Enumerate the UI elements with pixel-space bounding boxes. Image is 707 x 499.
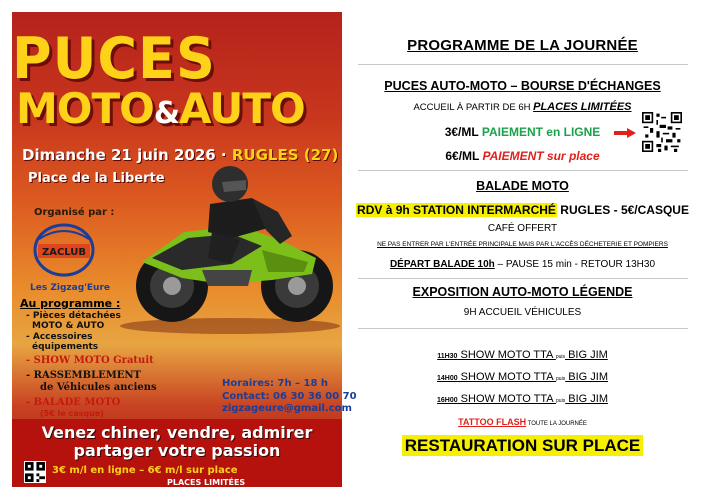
show-time: 16H00 (436, 397, 458, 404)
poster-contact: Contact: 06 30 36 00 70 (222, 390, 357, 402)
poster-places-limited: PLACES LIMITÉES (167, 478, 246, 487)
poster-prog-item: - SHOW MOTO Gratuit (26, 355, 154, 366)
price-online: 3€/ML (444, 125, 482, 139)
show-label: SHOW MOTO TTA (457, 393, 557, 405)
poster-title-auto: AUTO (179, 84, 305, 133)
logo-text: ZACLUB (41, 247, 87, 258)
price-onsite: 6€/ML (445, 149, 483, 163)
poster-prog-item: MOTO & AUTO (32, 321, 105, 331)
divider (358, 278, 688, 279)
puces-heading: PUCES AUTO-MOTO – BOURSE D'ÉCHANGES (384, 79, 661, 93)
show-guest: BIG JIM (565, 349, 608, 361)
arrow-right-icon (614, 128, 636, 138)
poster-title-amp: & (153, 96, 180, 131)
show-label: SHOW MOTO TTA (457, 349, 556, 361)
poster-prog-item: - RASSEMBLEMENT (26, 370, 141, 381)
show-par: puis (555, 354, 566, 360)
price-onsite-line (350, 150, 695, 162)
balade-depart-time: DÉPART BALADE 10h (389, 259, 495, 270)
poster-email: zigzageure@gmail.com (222, 403, 352, 414)
show-par: puis (556, 398, 566, 404)
show-time: 11H30 (437, 353, 458, 360)
poster-logo-name: Les Zigzag'Eure (30, 283, 110, 293)
show-label: SHOW MOTO TTA (457, 371, 557, 383)
divider (358, 328, 688, 329)
expo-heading: EXPOSITION AUTO-MOTO LÉGENDE (412, 285, 633, 299)
show-guest: BIG JIM (565, 371, 608, 383)
balade-rdv (350, 204, 695, 216)
show-item (350, 394, 695, 405)
poster-organised-by: Organisé par : (34, 207, 115, 218)
qr-code-icon[interactable] (642, 112, 682, 152)
puces-accueil-text: ACCUEIL À PARTIR DE 6H (413, 102, 534, 113)
poster-qr-code-icon (24, 461, 46, 483)
poster-prog-item: - Accessoires (26, 332, 93, 342)
pay-onsite-label: PAIEMENT sur place (482, 149, 600, 163)
poster-town: RUGLES (27) (231, 146, 339, 164)
balade-rdv-highlight: RDV à 9h STATION INTERMARCHÉ (357, 203, 556, 217)
poster-prog-item: - Pièces détachées (26, 311, 121, 321)
poster-slogan-line-2: partager votre passion (73, 441, 281, 460)
tattoo-line (350, 418, 695, 427)
show-item (350, 372, 695, 383)
balade-access-note: NE PAS ENTRER PAR L'ENTRÉE PRINCIPALE MAIS PAR L'ACCÈS DÉCHETERIE ET POMPIERS (377, 241, 668, 248)
balade-cafe: CAFÉ OFFERT (487, 223, 558, 234)
divider (358, 170, 688, 171)
pay-online-label: PAIEMENT en LIGNE (481, 125, 601, 139)
puces-places-limited: PLACES LIMITÉES (533, 101, 632, 113)
poster-prog-item: équipements (32, 342, 99, 352)
tattoo-rest: TOUTE LA JOURNÉE (526, 421, 587, 427)
show-item (350, 350, 695, 361)
poster-prog-item: (5€ le casque) (40, 409, 104, 418)
poster-title-moto: MOTO (16, 84, 154, 133)
balade-heading: BALADE MOTO (476, 179, 569, 193)
poster-prog-item: de Véhicules anciens (40, 382, 157, 393)
motorcycle-illustration (112, 154, 342, 334)
poster-title-moto-auto (16, 84, 305, 133)
balade-depart-rest: – PAUSE 15 min - RETOUR 13H30 (494, 259, 656, 270)
tattoo-flash: TATTOO FLASH (458, 417, 527, 427)
poster-title-puces: PUCES (12, 25, 216, 92)
balade-rdv-rest: RUGLES - 5€/CASQUE (556, 203, 689, 217)
poster-slogan-line-1: Venez chiner, vendre, admirer (41, 423, 313, 442)
programme-panel (350, 0, 695, 499)
poster-prog-item: - BALADE MOTO (26, 397, 121, 408)
poster-programme-title: Au programme : (20, 297, 121, 310)
poster-price-line: 3€ m/l en ligne – 6€ m/l sur place (52, 465, 238, 476)
restauration-label: RESTAURATION SUR PLACE (402, 435, 644, 456)
divider (358, 64, 688, 65)
poster-place: Place de la Liberte (28, 171, 165, 186)
balade-depart (350, 260, 695, 270)
restauration-line (350, 437, 695, 456)
show-guest: BIG JIM (565, 393, 608, 405)
programme-title: PROGRAMME DE LA JOURNÉE (407, 37, 638, 54)
poster-hours: Horaires: 7h – 18 h (222, 378, 329, 389)
zigzageure-logo (30, 219, 98, 279)
show-time: 14H00 (436, 375, 458, 382)
expo-accueil: 9H ACCUEIL VÉHICULES (463, 307, 582, 318)
event-poster (12, 12, 357, 487)
show-par: puis (556, 376, 566, 382)
poster-hours-contact (222, 378, 357, 416)
poster-date-text: Dimanche 21 juin 2026 · (22, 146, 232, 164)
